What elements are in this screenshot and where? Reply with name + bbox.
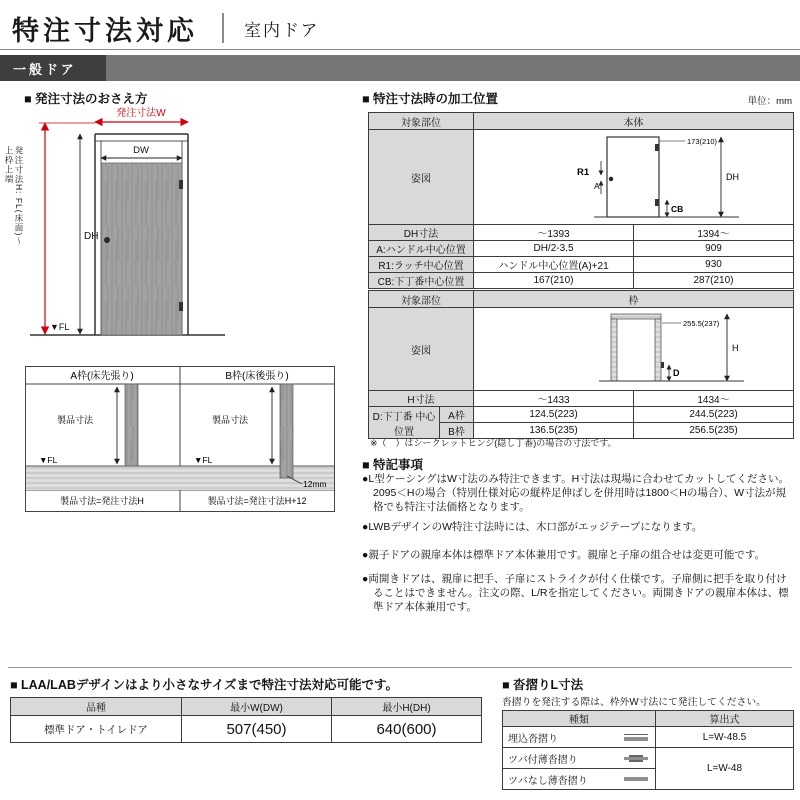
figure-hinge-bottom [655, 199, 659, 206]
figure-top-dim: 255.5(237) [682, 319, 719, 328]
row-value: 124.5(223) [474, 407, 634, 423]
note-item: ●LWBデザインのW特注寸法時には、木口部がエッジテープになります。 [362, 521, 703, 533]
figure-h-label: H [731, 343, 738, 353]
kutsuzuri-description: 沓摺りを発注する際は、枠外W寸法にて発注してください。 [502, 697, 766, 708]
door-order-diagram [20, 106, 340, 356]
frame-col-part-header: 対象部位 [369, 291, 474, 308]
row-value: 136.5(235) [474, 423, 634, 439]
row-value: 287(210) [634, 273, 794, 289]
page-subtitle: 室内ドア [244, 20, 320, 40]
frame-col-target-header: 枠 [474, 291, 794, 308]
row-value: 〜1393 [474, 225, 634, 241]
row-value: 909 [634, 241, 794, 257]
row-label: H寸法 [369, 391, 474, 407]
frame-b-fl-label: ▼FL [194, 455, 213, 465]
dh-label: DH [84, 231, 99, 242]
kutsu-kind-text: 埋込沓摺り [508, 733, 558, 745]
frame-b-formula: 製品寸法=発注寸法H+12 [207, 496, 307, 506]
note-item: ●両開きドアは、親扉に把手、子扉にストライクが付く仕様です。子扉側に把手を取り付けることはできません。注文の際、L/Rを指定してください。両開きドアの親扉本体は、標準ドア本体兼用です。 [362, 573, 789, 613]
frame-a-formula: 製品寸法=発注寸法H [60, 496, 144, 506]
frame-b-product-dim-label: 製品寸法 [211, 415, 249, 425]
kutsu-col-kind: 種類 [503, 711, 656, 727]
dw-label: DW [133, 145, 149, 156]
row-label: CB:下丁番中心位置 [369, 273, 474, 289]
frame-figure-cell [474, 308, 794, 391]
figure-hinge-top [655, 144, 659, 151]
notes-list [362, 472, 794, 620]
row-sublabel: B枠 [440, 423, 474, 439]
kutsuzuri-table [502, 710, 794, 790]
figure-d-label: D [672, 368, 679, 378]
frame-a-jamb [125, 384, 138, 466]
row-value: 〜1433 [474, 391, 634, 407]
header-rule [0, 49, 800, 50]
figure-top-hinge-dim: 173(210) [686, 136, 717, 146]
notes-section-title: ■ 特記事項 [362, 458, 424, 472]
category-band [0, 55, 800, 81]
order-width-label: 発注寸法W [116, 108, 166, 119]
row-value: DH/2-3.5 [474, 241, 634, 257]
order-height-label: 発注寸法H: FL(床面)〜上枠上端 [4, 146, 24, 246]
machining-section-title: ■ 特注寸法時の加工位置 [362, 92, 499, 106]
min-row-w: 507(450) [182, 716, 332, 743]
frame-a-title: A枠(床先張り) [70, 371, 134, 382]
frame-figure-label: 姿図 [369, 308, 474, 391]
frame-spec-table [368, 290, 794, 439]
row-value: ハンドル中心位置(A)+21 [474, 257, 634, 273]
row-label: DH寸法 [369, 225, 474, 241]
kutsu-kind-text: ツバ付薄沓摺り [508, 754, 578, 766]
figure-handle [608, 176, 612, 180]
body-col-target-header: 本体 [474, 113, 794, 130]
offset-label: 12mm [303, 479, 327, 489]
unit-label: 単位：mm [747, 96, 792, 107]
frame-b-title: B枠(床後張り) [225, 371, 289, 382]
tsuba-profile-icon [624, 755, 648, 762]
min-row-h: 640(600) [332, 716, 482, 743]
category-band-label: 一般ドア [0, 55, 106, 81]
kutsu-kind-text: ツバなし薄沓摺り [508, 775, 588, 787]
figure-cb-label: CB [670, 203, 683, 214]
figure-hinge-mark [661, 362, 664, 368]
kutsu-row-kind [503, 727, 656, 748]
kutsu-row-kind [503, 769, 656, 790]
row-value: 167(210) [474, 273, 634, 289]
min-col-kind: 品種 [11, 698, 182, 716]
figure-frame-jamb-left [611, 319, 617, 381]
umekomi-profile-icon [624, 734, 648, 741]
secret-hinge-note: ※（ ）はシークレットヒンジ(隠し丁番)の場合の寸法です。 [370, 438, 617, 448]
d-row-label: D:下丁番 中心位置 [369, 407, 440, 439]
row-value: 1434〜 [634, 391, 794, 407]
frame-a-product-dim-label: 製品寸法 [56, 415, 94, 425]
kutsuzuri-section-title: ■ 沓摺りL寸法 [502, 678, 584, 692]
note-item: ●L型ケーシングはW寸法のみ特注できます。H寸法は現場に合わせてカットしてください。2095＜Hの場合（特別仕様対応の縦枠足伸ばしを併用時は1800＜Hの場合）、W寸法が規格でも特注寸法価格となります。 [362, 473, 790, 513]
category-band-fill [106, 55, 800, 81]
figure-r1-label: R1 [576, 166, 589, 178]
figure-dh-label: DH [725, 171, 739, 182]
header [12, 8, 320, 48]
fl-label: ▼FL [50, 322, 70, 332]
row-value: 930 [634, 257, 794, 273]
hinge-bottom [179, 302, 183, 311]
min-row-kind: 標準ドア・トイレドア [11, 716, 182, 743]
note-item: ●親子ドアの親扉本体は標準ドア本体兼用です。親扉と子扉の組合せは変更可能です。 [362, 549, 766, 561]
kutsu-col-formula: 算出式 [656, 711, 794, 727]
min-size-section-title: ■ LAA/LABデザインはより小さなサイズまで特注寸法対応可能です。 [10, 678, 399, 692]
row-value: 1394〜 [634, 225, 794, 241]
figure-frame-jamb-right [655, 319, 661, 381]
frame-figure [499, 310, 769, 388]
body-figure [499, 131, 769, 224]
row-value: 244.5(223) [634, 407, 794, 423]
row-value: 256.5(235) [634, 423, 794, 439]
page-title: 特注寸法対応 [12, 15, 198, 46]
row-label: R1:ラッチ中心位置 [369, 257, 474, 273]
door-handle [104, 237, 110, 243]
frame-a-fl-label: ▼FL [39, 455, 58, 465]
kutsu-row-kind [503, 748, 656, 769]
frame-b-jamb [280, 384, 293, 478]
min-col-h: 最小H(DH) [332, 698, 482, 716]
figure-door-outline [607, 137, 659, 217]
door-panel [101, 163, 182, 335]
kutsu-row-formula: L=W-48.5 [656, 727, 794, 748]
flat-profile-icon [624, 777, 648, 781]
body-figure-cell [474, 130, 794, 225]
order-dims-section-title: ■ 発注寸法のおさえ方 [24, 92, 148, 106]
row-sublabel: A枠 [440, 407, 474, 423]
min-size-table [10, 697, 482, 743]
body-spec-table [368, 112, 794, 289]
body-figure-label: 姿図 [369, 130, 474, 225]
figure-a-label: A [593, 180, 600, 191]
title-divider [222, 13, 224, 43]
hinge-top [179, 180, 183, 189]
row-label: A:ハンドル中心位置 [369, 241, 474, 257]
body-col-part-header: 対象部位 [369, 113, 474, 130]
frame-install-diagram [25, 366, 335, 512]
min-col-w: 最小W(DW) [182, 698, 332, 716]
bottom-divider [8, 667, 792, 668]
figure-frame-head [611, 314, 661, 319]
kutsu-row-formula: L=W-48 [656, 748, 794, 790]
